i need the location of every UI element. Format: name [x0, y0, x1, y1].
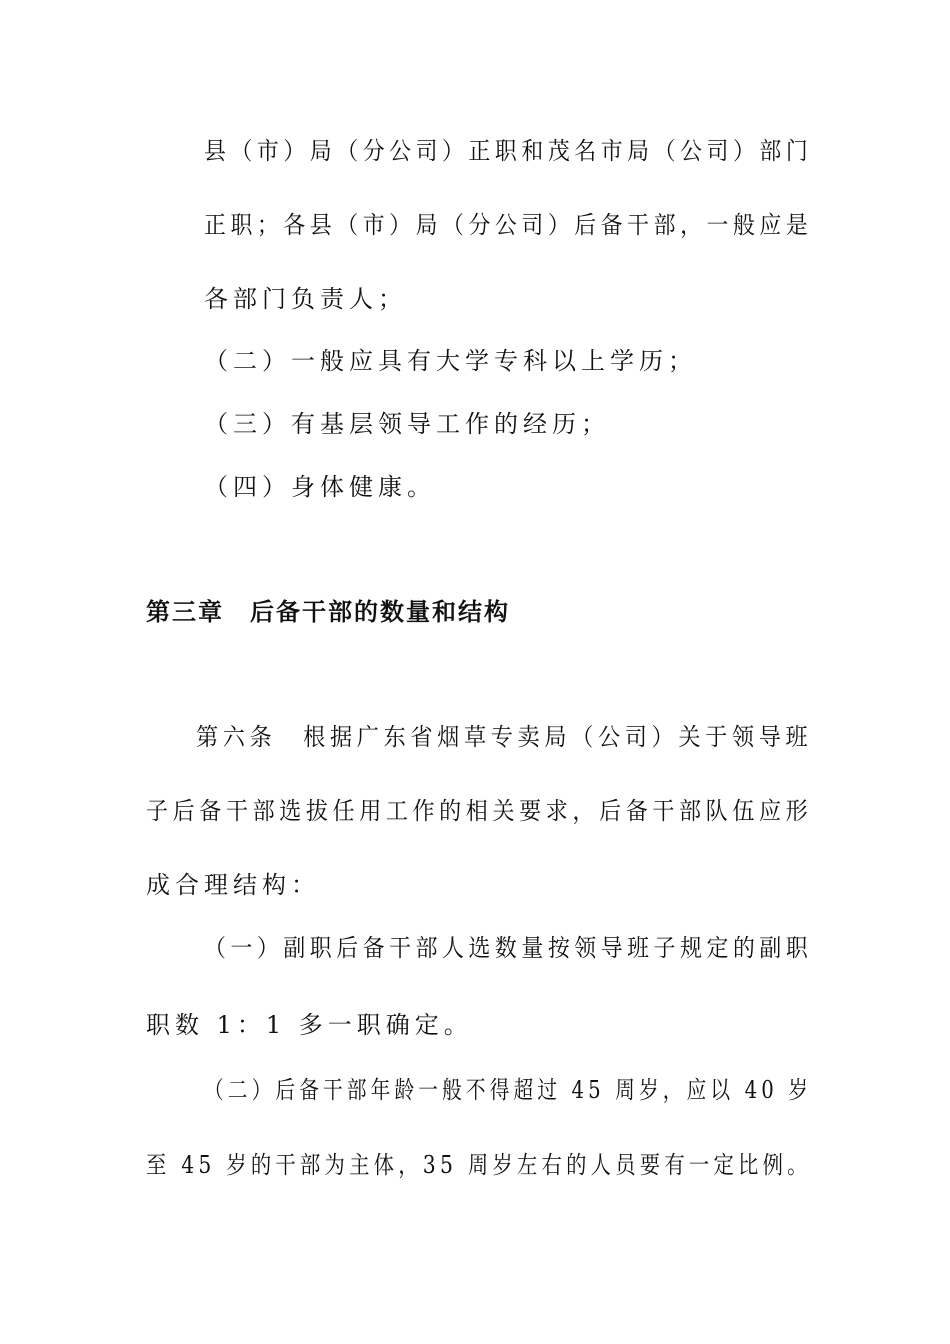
text-line-2: 正职；各县（市）局（分公司）后备干部，一般应是 — [204, 211, 813, 239]
list-item-2: （二）一般应具有大学专科以上学历； — [204, 347, 697, 375]
text-line-1: 县（市）局（分公司）正职和茂名市局（公司）部门 — [204, 137, 813, 165]
article-6-item-1-cont: 职数 1：1 多一职确定。 — [146, 1011, 473, 1039]
article-6-line-2: 子后备干部选拔任用工作的相关要求，后备干部队伍应形 — [146, 797, 813, 825]
article-6-line-3: 成合理结构： — [146, 871, 320, 899]
article-6-item-1: （一）副职后备干部人选数量按领导班子规定的副职 — [204, 934, 813, 962]
list-item-4: （四）身体健康。 — [204, 473, 436, 501]
text-line-3: 各部门负责人； — [204, 285, 407, 313]
article-6-item-2-cont: 至 45 岁的干部为主体，35 周岁左右的人员要有一定比例。 — [146, 1151, 812, 1179]
article-6-item-2: （二）后备干部年龄一般不得超过 45 周岁，应以 40 岁 — [204, 1076, 813, 1104]
chapter-heading: 第三章 后备干部的数量和结构 — [146, 598, 510, 626]
list-item-3: （三）有基层领导工作的经历； — [204, 410, 610, 438]
article-6-line-1: 第六条 根据广东省烟草专卖局（公司）关于领导班 — [196, 723, 813, 751]
